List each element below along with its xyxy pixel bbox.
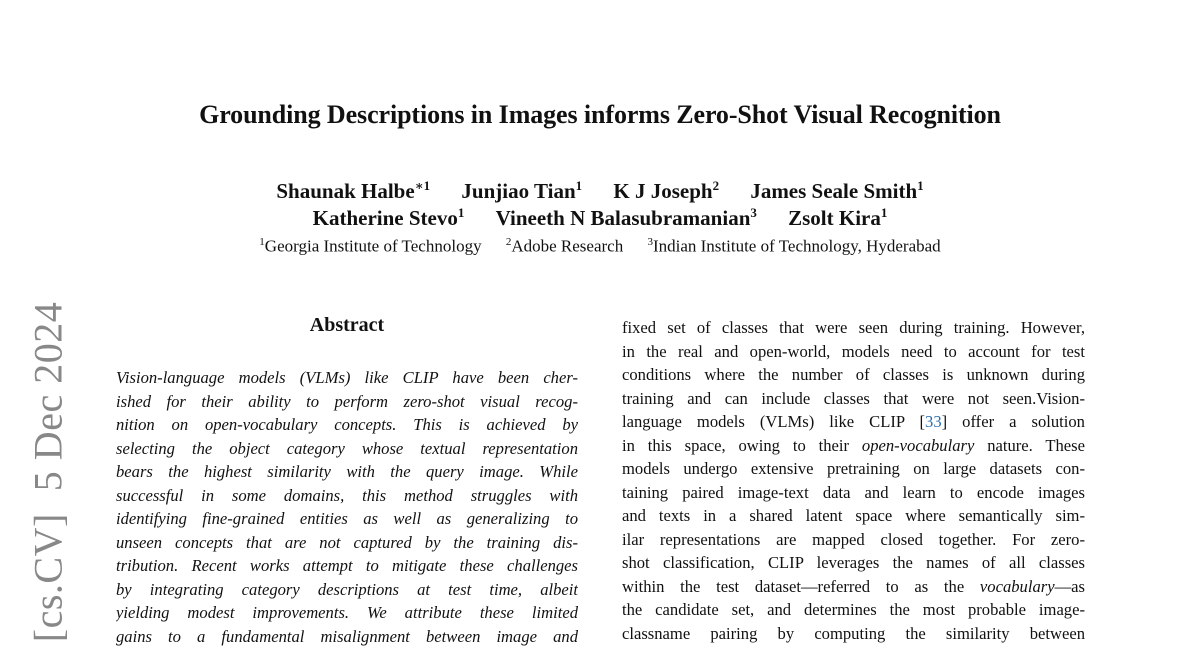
abstract-line: ished for their ability to perform zero-shot visual recog- <box>116 391 578 411</box>
body-line: language models (VLMs) like CLIP [33] offer a solution <box>622 412 1085 431</box>
author: Shaunak Halbe$^{∗1}$ <box>276 178 431 203</box>
body-line: conditions where the number of classes is unknown during <box>622 365 1085 384</box>
author: K J Joseph$^2$ <box>613 178 720 203</box>
body-line: shot classification, CLIP leverages the names of all classes <box>622 553 1085 572</box>
abstract-line: bears the highest similarity with the query image. While <box>116 462 578 481</box>
paper-title: Grounding Descriptions in Images informs Zero-Shot Visual Recognition <box>199 100 1001 129</box>
arxiv-category: [cs.CV] <box>25 513 71 643</box>
abstract-line: Vision-language models (VLMs) like CLIP have been cher- <box>116 368 578 387</box>
abstract-line: unseen concepts that are not captured by the training dis- <box>116 532 578 552</box>
affiliation: $^2$Adobe Research <box>505 236 624 256</box>
affiliations <box>0 236 1200 257</box>
body-line: taining paired image-text data and learn to encode images <box>622 482 1085 502</box>
abstract-line: identifying fine-grained entities as well as generalizing to <box>116 509 578 528</box>
body-line: in the real and open-world, models need to account for test <box>622 341 1085 361</box>
body-line: training and can include classes that were not seen.Vision- <box>622 388 1085 408</box>
body-line: fixed set of classes that were seen during training. However, <box>622 318 1085 337</box>
abstract-line: nition on open-vocabulary concepts. This is achieved by <box>116 415 578 434</box>
emphasis: open-vocabulary <box>861 435 975 455</box>
abstract-heading: Abstract <box>309 314 385 336</box>
body-line: and texts in a shared latent space where semantically sim- <box>622 506 1085 525</box>
arxiv-identifier <box>25 302 72 642</box>
body-line: classname pairing by computing the similarity between <box>622 623 1085 643</box>
affiliation: $^1$Georgia Institute of Technology <box>259 236 482 256</box>
author-list-row-2 <box>0 205 1200 231</box>
abstract-text <box>116 366 578 648</box>
author: Katherine Stevo$^1$ <box>312 205 465 230</box>
abstract-line: selecting the object category whose textual representation <box>116 438 578 458</box>
abstract-line: by integrating category descriptions at test time, albeit <box>116 579 578 599</box>
body-line: the candidate set, and determines the most probable image- <box>622 600 1085 619</box>
author: Vineeth N Balasubramanian$^3$ <box>495 205 757 230</box>
body-line: ilar representations are mapped closed together. For zero- <box>622 529 1085 549</box>
author: Zsolt Kira$^1$ <box>788 205 888 230</box>
author-list-row-1 <box>0 178 1200 204</box>
body-line: within the test dataset—referred to as the vocabulary—as <box>622 576 1085 596</box>
abstract-line: yielding modest improvements. We attribute these limited <box>116 603 578 622</box>
emphasis: vocabulary <box>979 576 1055 596</box>
abstract-line: tribution. Recent works attempt to mitigate these challenges <box>116 556 578 575</box>
abstract-line: successful in some domains, this method struggles with <box>116 485 578 505</box>
body-line: models undergo extensive pretraining on large datasets con- <box>622 459 1085 478</box>
affiliation: $^3$Indian Institute of Technology, Hyderabad <box>647 236 941 256</box>
citation-link[interactable]: 33 <box>925 412 942 431</box>
introduction-text <box>622 316 1085 645</box>
body-line: in this space, owing to their open-vocabulary nature. These <box>622 435 1085 455</box>
author: Junjiao Tian$^1$ <box>461 178 583 203</box>
abstract-line: gains to a fundamental misalignment between image and <box>116 626 578 646</box>
arxiv-date: 5 Dec 2024 <box>25 301 71 492</box>
author: James Seale Smith$^1$ <box>750 178 924 203</box>
